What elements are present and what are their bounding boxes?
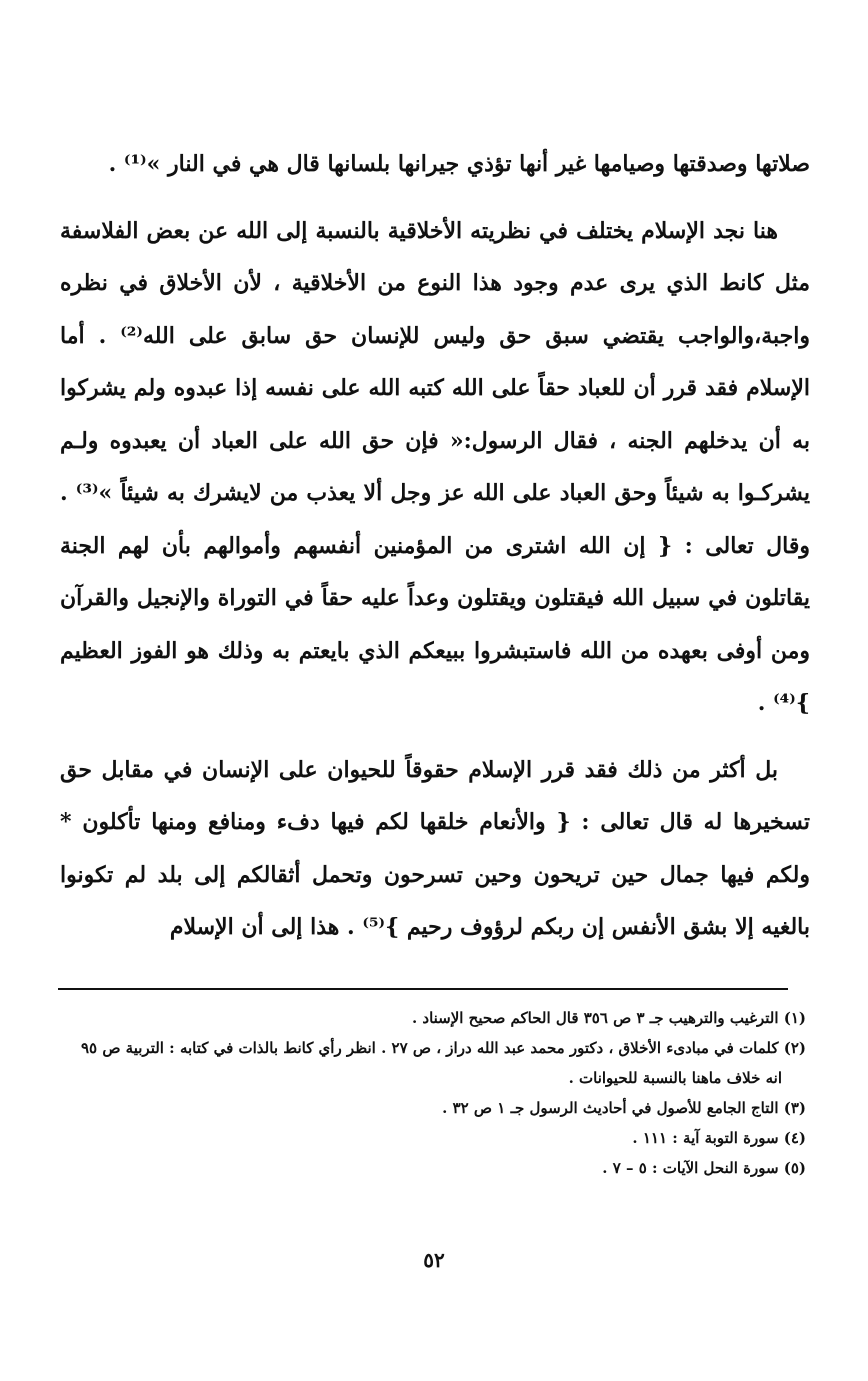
paragraph-1: صلاتها وصدقتها وصيامها غير أنها تؤذي جيرانها بلسانها قال هي في النار »⁽¹⁾ . bbox=[108, 151, 810, 177]
main-text bbox=[60, 138, 810, 954]
footnote-3: (٣) التاج الجامع للأصول في أحاديث الرسول جـ ١ ص ٣٢ . bbox=[442, 1099, 806, 1117]
footnote-1: (١) الترغيب والترهيب جـ ٣ ص ٣٥٦ قال الحاكم صحيح الإسناد . bbox=[411, 1009, 806, 1027]
footnote-5: (٥) سورة النحل الآيات : ٥ – ٧ . bbox=[602, 1159, 806, 1177]
footnotes bbox=[60, 1003, 810, 1183]
footnote-4: (٤) سورة التوبة آية : ١١١ . bbox=[632, 1129, 806, 1147]
footnote-separator bbox=[58, 988, 788, 990]
paragraph-2: هنا نجد الإسلام يختلف في نظريته الأخلاقية بالنسبة إلى الله عن بعض الفلاسفة مثل كانط الذي يرى عدم وجود هذا النوع من الأخلاقية ، لأن الأخلاق في نظره واجبة،والواجب يقتضي سبق حق وليس للإنسان حق سابق على الله⁽²⁾ . أما الإسلام فقد قرر أن للعباد حقاً على الله كتبه الله على نفسه إذا عبدوه ولم يشركوا به أن يدخلهم الجنه ، فقال الرسول:« فإن حق الله على العباد أن يعبدوه ولـم يشركـوا به شيئاً وحق العباد على الله عز وجل ألا يعذب من لايشرك به شيئاً »⁽³⁾ . وقال تعالى : { إن الله اشترى من المؤمنين أنفسهم وأموالهم بأن لهم الجنة يقاتلون في سبيل الله فيقتلون ويقتلون وعداً عليه حقاً في التوراة والإنجيل والقرآن ومن أوفى بعهده من الله فاستبشروا ببيعكم الذي بايعتم به وذلك هو الفوز العظيم }⁽⁴⁾ . bbox=[60, 217, 811, 716]
page-number: ٥٢ bbox=[423, 1248, 445, 1272]
footnote-2: (٢) كلمات في مبادىء الأخلاق ، دكتور محمد عبد الله دراز ، ص ٢٧ . انظر رأي كانط بالذات في كتابه : التربية ص ٩٥ انه خلاف ماهنا بالنسبة للحيوانات . bbox=[80, 1039, 806, 1087]
paragraph-3: بل أكثر من ذلك فقد قرر الإسلام حقوقاً للحيوان على الإنسان في مقابل حق تسخيرها له قال تعالى : { والأنعام خلقها لكم فيها دفء ومنافع ومنها تأكلون * ولكم فيها جمال حين تريحون وحين تسرحون وتحمل أثقالكم إلى بلد لم تكونوا بالغيه إلا بشق الأنفس إن ربكم لرؤوف رحيم }⁽⁵⁾ . هذا إلى أن الإسلام bbox=[60, 756, 810, 940]
